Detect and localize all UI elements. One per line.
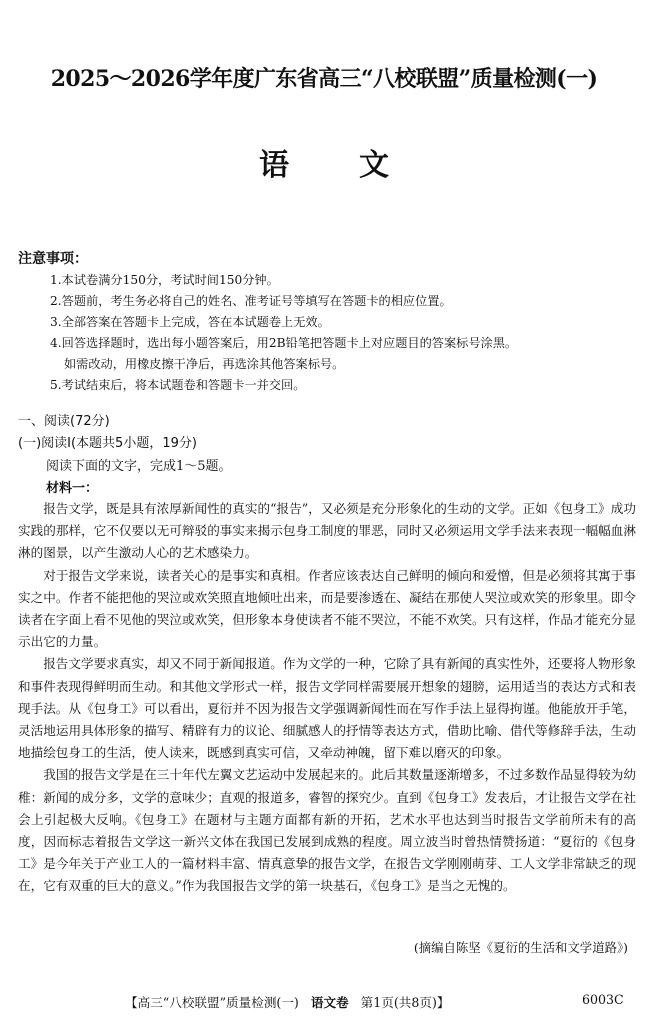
footer-code: 6003C — [582, 992, 624, 1007]
notice-item: 4.回答选择题时，选出每小题答案后，用2B铅笔把答题卡上对应题目的答案标号涂黑。 — [50, 336, 518, 350]
exam-title: 2025～2026学年度广东省高三“八校联盟”质量检测(一) — [50, 66, 598, 92]
paragraph: 报告文学要求真实，却又不同于新闻报道。作为文学的一种，它除了具有新闻的真实性外，还要将人物形象和事件表现得鲜明而生动。和其他文学形式一样，报告文学同样需要展开想象的翅膀，运用适当的表达方式和表现手法。从《包身工》可以看出，夏衍并不因为报告文学强调新闻性而在写作手法上显得拘谨。他能放开手笔，灵活地运用具体形象的描写、精辟有力的议论、细腻感人的抒情等表达方式，借助比喻、借代等修辞手法，生动地描绘包身工的生活，使人读来，既感到真实可信，又牵动神魄，留下难以磨灭的印象。 — [18, 656, 636, 761]
paragraph: 对于报告文学来说，读者关心的是事实和真相。作者应该表达自己鲜明的倾向和爱憎，但是必须将其寓于事实之中。作者不能把他的哭泣或欢笑照直地倾吐出来，而是要渗透在、凝结在那使人哭泣或欢笑的形象里。即令读者在字面上看不见他的哭泣或欢笑，但形象本身使读者不能不哭泣，不能不欢笑。只有这样，作品才能充分显示出它的力量。 — [18, 567, 636, 650]
paragraph: 报告文学，既是具有浓厚新闻性的真实的“报告”，又必须是充分形象化的生动的文学。正如《包身工》成功实践的那样，它不仅要以无可辩驳的事实来揭示包身工制度的罪恶，同时又必须运用文学手法来表现一幅幅血淋淋的图景，以产生激动人心的艺术感染力。 — [18, 501, 636, 561]
material-label: 材料一： — [46, 481, 99, 496]
notice-list — [50, 270, 640, 396]
source-citation: (摘编自陈坚《夏衍的生活和文学道路》) — [413, 940, 628, 955]
instruction: 阅读下面的文字，完成1～5题。 — [46, 459, 232, 474]
paragraph: 我国的报告文学是在三十年代左翼文艺运动中发展起来的。此后其数量逐渐增多，不过多数作品显得较为幼稚：新闻的成分多，文学的意味少；直观的报道多，睿智的探究少。直到《包身工》发表后，才让报告文学在社会上引起极大反响。《包身工》在题材与主题方面都有新的开拓，艺术水平也达到当时报告文学前所未有的高度，因而标志着报告文学这一新兴文体在我国已发展到成熟的程度。周立波当时曾热情赞扬道：“夏衍的《包身工》是今年关于产业工人的一篇材料丰富、情真意挚的报告文学，在报告文学刚刚萌芽、工人文学非常缺乏的现在，它有双重的巨大的意义。”作为我国报告文学的第一块基石，《包身工》是当之无愧的。 — [18, 767, 636, 894]
section-title: 一、阅读(72分) — [18, 414, 110, 429]
subject-title: 语文 — [259, 148, 459, 183]
notice-item: 2.答题前，考生务必将自己的姓名、准考证号等填写在答题卡的相应位置。 — [50, 294, 452, 308]
subsection-title: (一)阅读Ⅰ(本题共5小题，19分) — [18, 436, 197, 451]
notice-heading: 注意事项： — [18, 251, 88, 267]
footer-exam: 【高三“八校联盟”质量检测(一) — [125, 995, 299, 1010]
notice-item: 5.考试结束后，将本试题卷和答题卡一并交回。 — [50, 378, 306, 392]
footer-info — [125, 992, 449, 1011]
footer-page: 第1页(共8页)】 — [360, 995, 450, 1010]
notice-item: 3.全部答案在答题卡上完成，答在本试题卷上无效。 — [50, 315, 330, 329]
notice-item: 如需改动，用橡皮擦干净后，再选涂其他答案标号。 — [64, 357, 345, 371]
footer-subject: 语文卷 — [310, 995, 349, 1010]
article-body — [18, 498, 636, 898]
notice-item: 1.本试卷满分150分，考试时间150分钟。 — [50, 273, 279, 287]
